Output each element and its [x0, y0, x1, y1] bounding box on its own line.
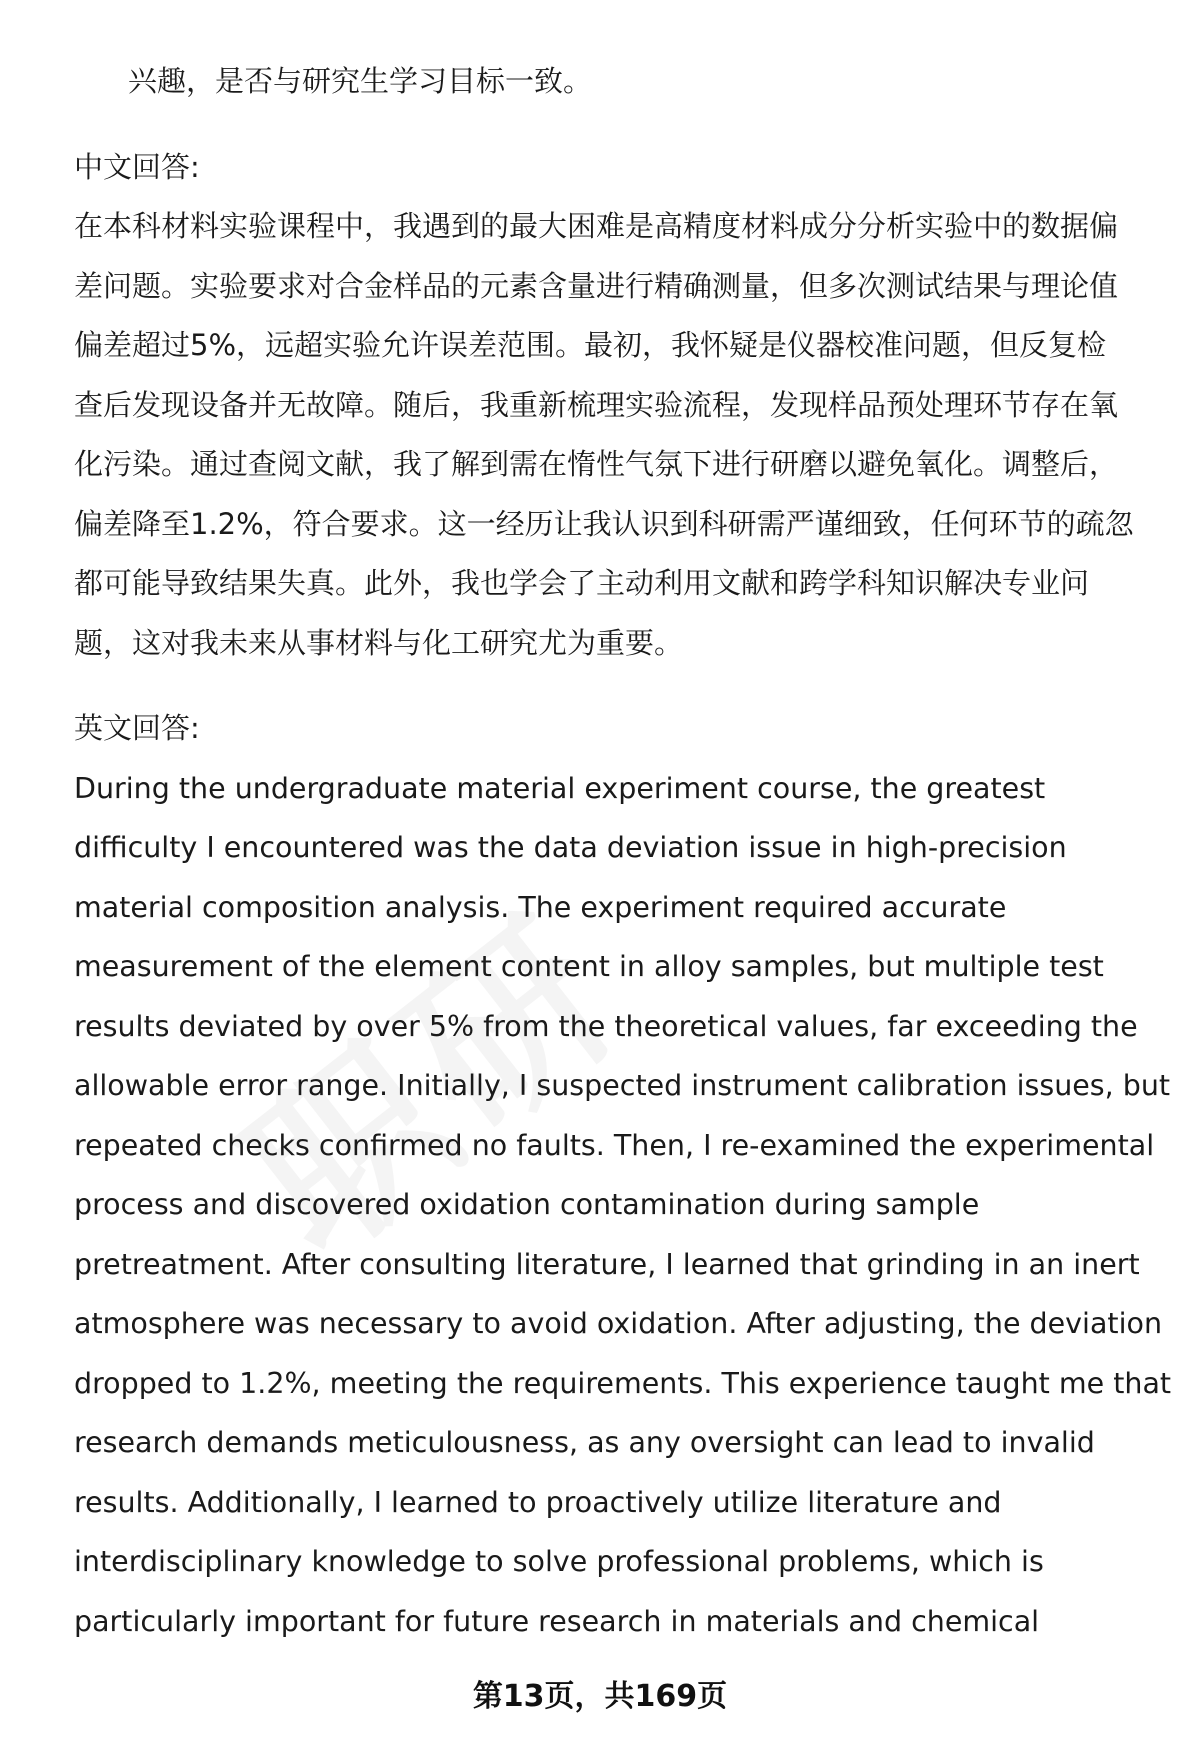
english-answer-line: During the undergraduate material experiment course, the greatest	[74, 771, 1046, 805]
page-number-footer: 第13页，共169页	[472, 1679, 728, 1714]
chinese-answer-line: 题，这对我未来从事材料与化工研究尤为重要。	[74, 625, 684, 660]
english-answer-line: results deviated by over 5% from the theoretical values, far exceeding the	[74, 1009, 1138, 1043]
english-answer-line: dropped to 1.2%, meeting the requirements. This experience taught me that	[74, 1366, 1172, 1400]
english-answer-line: material composition analysis. The experiment required accurate	[74, 890, 1007, 924]
english-answer-line: measurement of the element content in alloy samples, but multiple test	[74, 950, 1104, 983]
english-answer-line: results. Additionally, I learned to proactively utilize literature and	[74, 1485, 1002, 1519]
chinese-answer-line: 都可能导致结果失真。此外，我也学会了主动利用文献和跨学科知识解决专业问	[74, 566, 1090, 600]
chinese-answer-line: 偏差超过5%，远超实验允许误差范围。最初，我怀疑是仪器校准问题，但反复检	[74, 328, 1107, 362]
chinese-answer-line: 差问题。实验要求对合金样品的元素含量进行精确测量，但多次测试结果与理论值	[74, 268, 1119, 303]
intro-line: 兴趣，是否与研究生学习目标一致。	[128, 64, 593, 98]
english-answer-line: pretreatment. After consulting literature, I learned that grinding in an inert	[74, 1247, 1140, 1281]
english-answer-line: allowable error range. Initially, I suspected instrument calibration issues, but	[74, 1069, 1171, 1102]
chinese-answer-heading: 中文回答:	[74, 149, 200, 184]
english-answer-line: interdisciplinary knowledge to solve professional problems, which is	[74, 1545, 1044, 1578]
chinese-answer-line: 查后发现设备并无故障。随后，我重新梳理实验流程，发现样品预处理环节存在氧	[74, 387, 1119, 422]
english-answer-line: difficulty I encountered was the data deviation issue in high-precision	[74, 831, 1067, 864]
page-content	[74, 52, 1172, 1651]
chinese-answer-line: 化污染。通过查阅文献，我了解到需在惰性气氛下进行研磨以避免氧化。调整后，	[74, 447, 1119, 481]
english-answer-line: research demands meticulousness, as any oversight can lead to invalid	[74, 1426, 1095, 1459]
english-answer-line: particularly important for future research in materials and chemical	[74, 1604, 1040, 1638]
english-answer-line: repeated checks confirmed no faults. Then, I re-examined the experimental	[74, 1128, 1155, 1162]
chinese-answer-line: 偏差降至1.2%，符合要求。这一经历让我认识到科研需严谨细致，任何环节的疏忽	[74, 506, 1134, 541]
english-answer-section	[74, 699, 1172, 1651]
chinese-answer-section	[74, 138, 1164, 674]
english-answer-line: process and discovered oxidation contamination during sample	[74, 1188, 980, 1221]
chinese-answer-line: 在本科材料实验课程中，我遇到的最大困难是高精度材料成分分析实验中的数据偏	[74, 209, 1119, 243]
english-answer-heading: 英文回答:	[74, 711, 200, 745]
english-answer-line: atmosphere was necessary to avoid oxidation. After adjusting, the deviation	[74, 1307, 1163, 1340]
